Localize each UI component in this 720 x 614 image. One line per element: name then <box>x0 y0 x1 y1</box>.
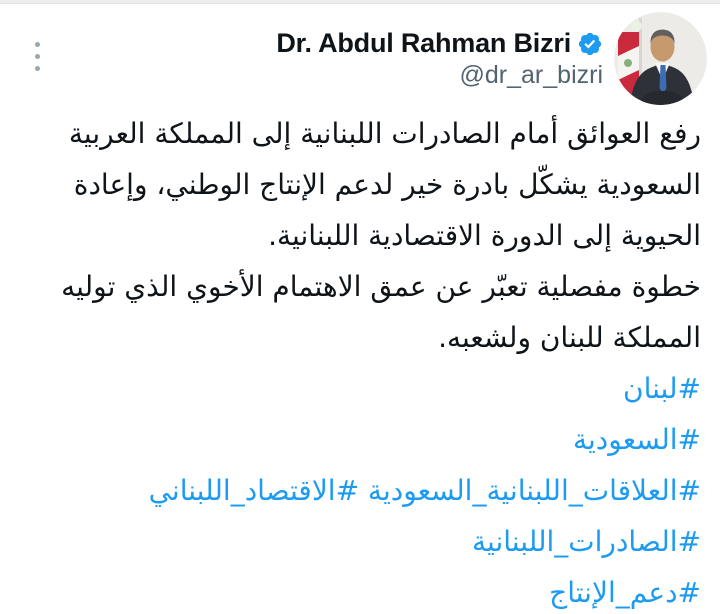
hashtag-link-exports[interactable]: #الصادرات_اللبنانية <box>472 525 701 558</box>
verified-badge-icon <box>577 31 603 57</box>
tweet-text-line: المملكة للبنان ولشعبه. <box>438 321 701 354</box>
hashtag-link-relations-economy[interactable]: #العلاقات_اللبنانية_السعودية #الاقتصاد_اللبناني <box>148 474 701 507</box>
tweet-text-line: رفع العوائق أمام الصادرات اللبنانية إلى المملكة العربية <box>68 117 701 150</box>
tweet-text-line: السعودية يشكّل بادرة خير لدعم الإنتاج الوطني، وإعادة <box>73 168 701 201</box>
hashtag-link-production-support[interactable]: #دعم_الإنتاج <box>549 576 701 609</box>
user-handle[interactable]: @dr_ar_bizri <box>459 61 603 89</box>
tweet-text-line: خطوة مفصلية تعبّر عن عمق الاهتمام الأخوي الذي توليه <box>61 270 701 303</box>
more-menu-button[interactable] <box>26 38 48 74</box>
name-row <box>276 28 603 59</box>
tweet-body <box>0 106 720 614</box>
tweet-header <box>0 4 720 104</box>
avatar[interactable] <box>614 12 707 105</box>
hashtag-link-lebanon[interactable]: #لبنان <box>623 372 701 405</box>
display-name[interactable]: Dr. Abdul Rahman Bizri <box>276 28 571 58</box>
tweet-text-line: الحيوية إلى الدورة الاقتصادية اللبنانية. <box>268 219 701 252</box>
vertical-ellipsis-icon <box>35 42 40 71</box>
user-block <box>276 28 603 90</box>
hashtag-link-saudi[interactable]: #السعودية <box>573 423 701 456</box>
